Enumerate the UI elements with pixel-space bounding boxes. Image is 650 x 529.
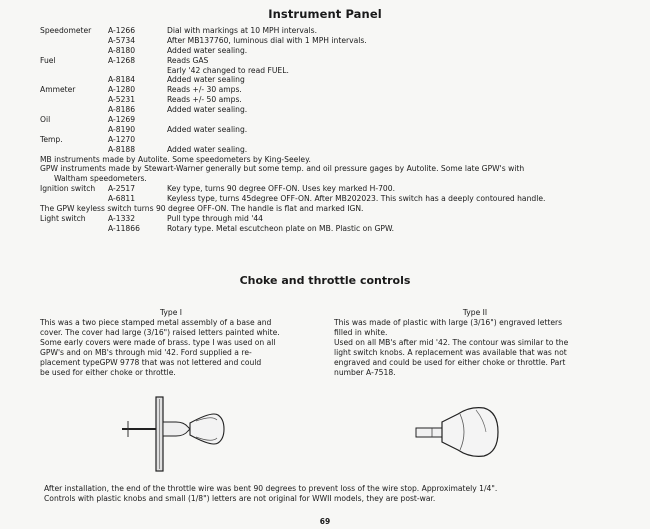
- row-label: Light switch: [40, 213, 86, 223]
- instrument-row: [40, 85, 650, 95]
- part-number: A-6811: [108, 194, 136, 204]
- part-number: A-1332: [108, 213, 136, 223]
- row-description: Key type, turns 90 degree OFF-ON. Uses key marked H-700.: [167, 184, 396, 194]
- type-2-control-illustration: [414, 404, 504, 462]
- row-label: Ammeter: [40, 85, 76, 95]
- type-2-title: Type II: [462, 308, 488, 317]
- row-description: Reads +/- 30 amps.: [167, 85, 242, 95]
- instrument-row: [40, 36, 650, 46]
- instrument-row: [40, 105, 650, 115]
- part-number: A-2517: [108, 184, 136, 194]
- section-title-instrument-panel: Instrument Panel: [268, 7, 382, 21]
- instrument-list: [40, 26, 650, 234]
- row-label: Fuel: [40, 55, 56, 65]
- page-number: 69: [319, 517, 331, 526]
- light-switch-row: [40, 214, 650, 224]
- type-1-column: [40, 308, 302, 378]
- type-1-text: This was a two piece stamped metal assembly of a base and cover. The cover had large (3/16") raised letters painted white. Some early covers were made of brass. type I was used on all GPW's and on MB's through mid '42. Ford supplied a re- placement typeGPW 9778 that was not lettered and could be used for either choke or throttle.: [40, 318, 280, 377]
- part-number: A-1268: [108, 55, 136, 65]
- part-number: A-5231: [108, 95, 136, 105]
- row-description: Added water sealing.: [167, 124, 248, 134]
- part-number: A-1280: [108, 85, 136, 95]
- part-number: A-8190: [108, 124, 136, 134]
- row-description: Early '42 changed to read FUEL.: [167, 65, 289, 75]
- part-number: A-8188: [108, 144, 136, 154]
- type-2-column: [334, 308, 616, 378]
- row-label: Oil: [40, 115, 51, 125]
- row-description: Rotary type. Metal escutcheon plate on MB. Plastic on GPW.: [167, 223, 395, 233]
- row-label: Speedometer: [40, 26, 92, 35]
- row-label: Temp.: [40, 134, 63, 144]
- instrument-row: [40, 46, 650, 56]
- type-1-control-illustration: [120, 393, 240, 475]
- instrument-row: [40, 66, 650, 76]
- instrument-row: [40, 56, 650, 66]
- part-number: A-1269: [108, 115, 136, 125]
- note-gpw-instruments: GPW instruments made by Stewart-Warner generally but some temp. and oil pressure gages by Autolite. Some late GPW's with: [40, 164, 525, 174]
- row-description: Reads +/- 50 amps.: [167, 95, 242, 105]
- part-number: A-1270: [108, 134, 136, 144]
- row-description: After MB137760, luminous dial with 1 MPH intervals.: [167, 35, 367, 45]
- part-number: A-1266: [108, 26, 136, 35]
- row-description: Added water sealing.: [167, 105, 248, 115]
- instrument-row: [40, 26, 650, 36]
- instrument-row: [40, 145, 650, 155]
- row-description: Pull type through mid '44: [167, 213, 264, 223]
- note-mb-instruments: MB instruments made by Autolite. Some speedometers by King-Seeley.: [40, 154, 311, 164]
- part-number: A-11866: [108, 223, 140, 233]
- row-description: Keyless type, turns 45degree OFF-ON. After MB202023. This switch has a deeply contoured handle.: [167, 194, 546, 204]
- light-switch-row: [40, 224, 650, 234]
- note-gpw-instruments-cont: Waltham speedometers.: [54, 174, 147, 184]
- part-number: A-5734: [108, 35, 136, 45]
- row-description: Reads GAS: [167, 55, 209, 65]
- instrument-row: [40, 95, 650, 105]
- part-number: A-8186: [108, 105, 136, 115]
- note-gpw-keyless: The GPW keyless switch turns 90 degree OFF-ON. The handle is flat and marked IGN.: [40, 204, 364, 214]
- instrument-row: [40, 135, 650, 145]
- ignition-switch-row: [40, 194, 650, 204]
- type-2-text: This was made of plastic with large (3/16") engraved letters filled in white. Used on all MB's after mid '42. The contour was similar to the light switch knobs. A replacement was available that was not engraved and could be used for either choke or throttle. Part number A-7518.: [334, 318, 569, 377]
- row-description: Dial with markings at 10 MPH intervals.: [167, 26, 318, 35]
- instrument-row: [40, 125, 650, 135]
- row-description: Added water sealing: [167, 75, 245, 85]
- part-number: A-8180: [108, 45, 136, 55]
- section-title-choke-throttle: Choke and throttle controls: [239, 274, 411, 287]
- row-label: Ignition switch: [40, 184, 96, 194]
- type-1-title: Type I: [159, 308, 183, 317]
- row-description: Added water sealing.: [167, 144, 248, 154]
- footer-note: After installation, the end of the throttle wire was bent 90 degrees to prevent loss of the wire stop. Approximately 1/4". Controls with plastic knobs and small (1/8") letters are not original for WWII models, they are post-war.: [44, 484, 498, 503]
- instrument-row: [40, 75, 650, 85]
- instrument-row: [40, 115, 650, 125]
- ignition-switch-row: [40, 184, 650, 194]
- row-description: Added water sealing.: [167, 45, 248, 55]
- part-number: A-8184: [108, 75, 136, 85]
